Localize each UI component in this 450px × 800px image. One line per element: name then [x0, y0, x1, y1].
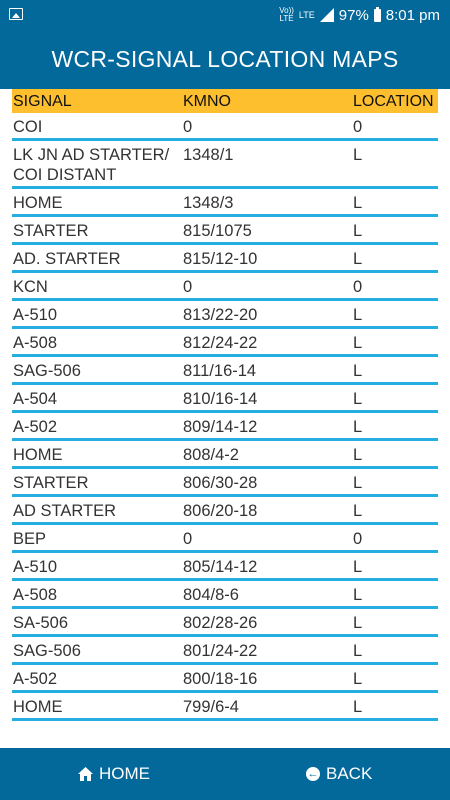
cell-signal: KCN — [13, 278, 48, 296]
cell-signal: STARTER — [13, 222, 89, 240]
back-button-label: BACK — [326, 764, 373, 783]
app-header — [0, 30, 450, 89]
cell-signal: A-510 — [13, 306, 58, 324]
cell-location: L — [353, 586, 363, 604]
table-row — [12, 141, 438, 189]
cell-kmno: 811/16-14 — [183, 362, 257, 380]
cell-signal: COI — [13, 118, 43, 136]
cell-location: L — [353, 474, 363, 492]
cell-signal: AD STARTER — [13, 502, 116, 520]
cell-signal: SA-506 — [13, 614, 69, 632]
cell-location: 0 — [353, 118, 363, 136]
clock: 8:01 pm — [385, 6, 440, 24]
table-row — [12, 441, 438, 469]
battery-percent: 97% — [338, 6, 369, 24]
cell-kmno: 0 — [183, 530, 193, 548]
cell-location: L — [353, 502, 363, 520]
table-row — [12, 609, 438, 637]
cell-location: L — [353, 194, 363, 212]
column-header-kmno: KMNO — [183, 93, 231, 110]
cell-location: L — [353, 390, 363, 408]
cell-kmno: 806/20-18 — [183, 502, 258, 520]
cell-kmno: 815/12-10 — [183, 250, 258, 268]
cell-kmno: 0 — [183, 118, 193, 136]
cell-location: L — [353, 306, 363, 324]
cell-signal: BEP — [13, 530, 47, 548]
table-row — [12, 665, 438, 693]
cell-kmno: 808/4-2 — [183, 446, 239, 464]
cell-location: L — [353, 334, 363, 352]
cell-kmno: 802/28-26 — [183, 614, 258, 632]
cell-location: L — [353, 446, 363, 464]
page-title: WCR-SIGNAL LOCATION MAPS — [51, 46, 399, 72]
table-row — [12, 693, 438, 721]
cell-signal: HOME — [13, 194, 63, 212]
bottom-nav — [0, 748, 450, 800]
cell-kmno: 1348/3 — [183, 194, 234, 212]
cell-signal: A-510 — [13, 558, 58, 576]
cell-kmno: 815/1075 — [183, 222, 252, 240]
cell-location: L — [353, 250, 363, 268]
back-button[interactable] — [306, 748, 372, 800]
table-row — [12, 217, 438, 245]
cell-signal: STARTER — [13, 474, 89, 492]
table-body — [12, 113, 438, 721]
cell-kmno: 805/14-12 — [183, 558, 258, 576]
cell-location: L — [353, 362, 363, 380]
cell-signal: A-508 — [13, 586, 58, 604]
table-row — [12, 497, 438, 525]
table-row — [12, 525, 438, 553]
back-arrow-icon: ← — [307, 768, 319, 780]
cell-signal: A-502 — [13, 670, 58, 688]
column-header-signal: SIGNAL — [13, 93, 72, 110]
cell-kmno: 0 — [183, 278, 193, 296]
cell-kmno: 812/24-22 — [183, 334, 258, 352]
cell-signal: HOME — [13, 698, 63, 716]
cell-location: L — [353, 670, 363, 688]
battery-icon — [374, 9, 381, 22]
cell-signal: HOME — [13, 446, 63, 464]
table-row — [12, 245, 438, 273]
table-row — [12, 637, 438, 665]
cell-signal: SAG-506 — [13, 362, 81, 380]
home-button-label: HOME — [99, 764, 150, 783]
cell-signal: LK JN AD STARTER/ COI DISTANT — [13, 146, 170, 184]
cell-signal: A-502 — [13, 418, 58, 436]
cell-kmno: 809/14-12 — [183, 418, 258, 436]
cell-kmno: 799/6-4 — [183, 698, 239, 716]
column-header-location: LOCATION — [353, 93, 434, 110]
table-row — [12, 189, 438, 217]
table-row — [12, 113, 438, 141]
cell-location: L — [353, 558, 363, 576]
cell-kmno: 810/16-14 — [183, 390, 258, 408]
table-row — [12, 357, 438, 385]
home-button[interactable] — [78, 748, 150, 800]
volte-indicator: Vo)) LTE — [279, 6, 294, 23]
cell-kmno: 806/30-28 — [183, 474, 258, 492]
cell-location: L — [353, 222, 363, 240]
status-bar — [0, 0, 450, 30]
cell-signal: A-508 — [13, 334, 58, 352]
cell-signal: SAG-506 — [13, 642, 81, 660]
home-icon — [78, 767, 93, 781]
table-row — [12, 385, 438, 413]
table-row — [12, 273, 438, 301]
cell-signal: A-504 — [13, 390, 58, 408]
table-row — [12, 553, 438, 581]
table-row — [12, 581, 438, 609]
cell-location: 0 — [353, 278, 363, 296]
cell-signal: AD. STARTER — [13, 250, 121, 268]
cell-location: L — [353, 698, 363, 716]
cell-location: L — [353, 642, 363, 660]
signal-table[interactable] — [12, 89, 438, 716]
cell-location: L — [353, 418, 363, 436]
cell-kmno: 1348/1 — [183, 146, 234, 164]
cell-kmno: 801/24-22 — [183, 642, 258, 660]
cell-kmno: 800/18-16 — [183, 670, 258, 688]
table-header-row — [12, 89, 438, 113]
cell-location: L — [353, 614, 363, 632]
cell-kmno: 813/22-20 — [183, 306, 258, 324]
image-notification-icon — [9, 8, 23, 20]
cell-location: 0 — [353, 530, 363, 548]
table-row — [12, 413, 438, 441]
cell-location: L — [353, 146, 363, 164]
status-indicators — [279, 5, 440, 25]
signal-icon — [320, 8, 334, 22]
table-row — [12, 301, 438, 329]
table-row — [12, 469, 438, 497]
table-row — [12, 329, 438, 357]
lte-indicator: LTE — [298, 10, 315, 20]
cell-kmno: 804/8-6 — [183, 586, 239, 604]
